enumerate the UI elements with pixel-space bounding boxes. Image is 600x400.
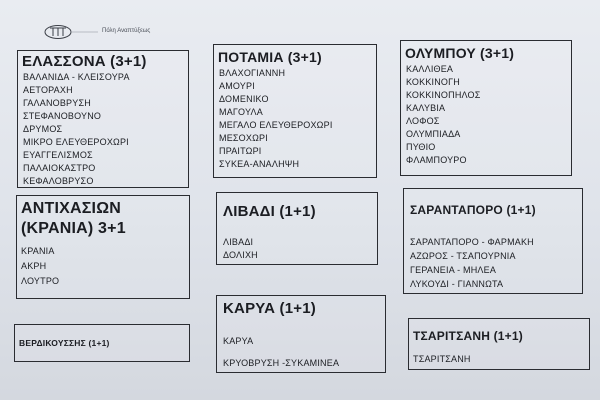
list-item: ΕΥΑΓΓΕΛΙΣΜΟΣ (23, 150, 93, 160)
list-item: ΓΑΛΑΝΟΒΡΥΣΗ (23, 98, 91, 108)
box-title: ΚΑΡΥΑ (1+1) (223, 300, 316, 317)
list-item: ΔΡΥΜΟΣ (23, 124, 63, 134)
list-item: ΔΟΜΕΝΙΚΟ (219, 94, 269, 104)
list-item: ΓΕΡΑΝΕΙΑ - ΜΗΛΕΑ (410, 265, 497, 275)
list-item: ΛΥΚΟΥΔΙ - ΓΙΑΝΝΩΤΑ (410, 279, 504, 289)
list-item: ΑΖΩΡΟΣ - ΤΣΑΠΟΥΡΝΙΑ (410, 251, 516, 261)
list-item: ΛΙΒΑΔΙ (223, 237, 254, 247)
box-items (223, 236, 258, 262)
list-item: ΛΟΦΟΣ (406, 116, 440, 126)
list-item: ΚΕΦΑΛΟΒΡΥΣΟ (23, 176, 94, 186)
box-livadi (216, 192, 378, 265)
box-items (413, 353, 471, 366)
list-item: ΣΑΡΑΝΤΑΠΟΡΟ - ΦΑΡΜΑΚΗ (410, 237, 534, 247)
list-item: ΜΙΚΡΟ ΕΛΕΥΘΕΡΟΧΩΡΙ (23, 137, 129, 147)
box-title: ΟΛΥΜΠΟΥ (3+1) (405, 45, 515, 61)
list-item: ΚΑΛΛΙΘΕΑ (406, 64, 454, 74)
list-item: ΠΡΑΙΤΩΡΙ (219, 146, 262, 156)
list-item: ΚΡΑΝΙΑ (21, 246, 55, 256)
box-title: ΣΑΡΑΝΤΑΠΟΡΟ (1+1) (410, 203, 536, 217)
list-item: ΚΟΚΚΙΝΟΓΗ (406, 77, 460, 87)
list-item: ΚΑΡΥΑ (223, 336, 254, 346)
box-potamia (213, 44, 377, 178)
box-title: ΠΟΤΑΜΙΑ (3+1) (218, 49, 322, 65)
list-item: ΣΥΚΕΑ-ΑΝΑΛΗΨΗ (219, 159, 300, 169)
box-items (23, 71, 130, 188)
list-item: ΑΚΡΗ (21, 261, 47, 271)
list-item: ΜΕΣΟΧΩΡΙ (219, 133, 268, 143)
box-items (406, 63, 481, 167)
box-tsaritsani (408, 318, 590, 370)
box-karya (216, 295, 386, 373)
list-item: ΑΜΟΥΡΙ (219, 81, 255, 91)
list-item: ΚΟΚΚΙΝΟΠΗΛΟΣ (406, 90, 481, 100)
box-olympou (400, 40, 572, 176)
box-sarantaporo (403, 188, 583, 294)
list-item: ΑΕΤΟΡΑΧΗ (23, 85, 73, 95)
box-title: ΕΛΑΣΣΟΝΑ (3+1) (22, 53, 147, 70)
list-item: ΛΟΥΤΡΟ (21, 276, 60, 286)
list-item: ΚΡΥΟΒΡΥΣΗ -ΣΥΚΑΜΙΝΕΑ (223, 358, 340, 368)
columns-logo-icon (44, 24, 98, 40)
list-item: ΒΛΑΧΟΓΙΑΝΝΗ (219, 68, 286, 78)
list-item: ΒΑΛΑΝΙΔΑ - ΚΛΕΙΣΟΥΡΑ (23, 72, 130, 82)
list-item: ΣΤΕΦΑΝΟΒΟΥΝΟ (23, 111, 102, 121)
list-item: ΠΥΘΙΟ (406, 142, 436, 152)
box-title-line2: (ΚΡΑΝΙΑ) 3+1 (21, 220, 126, 237)
box-items (219, 67, 333, 171)
box-title: ΛΙΒΑΔΙ (1+1) (223, 203, 316, 220)
box-title: ΒΕΡΔΙΚΟΥΣΣΗΣ (1+1) (19, 338, 110, 348)
logo-text: Πόλη Αναπτύξεως (102, 28, 151, 34)
list-item: ΔΟΛΙΧΗ (223, 250, 258, 260)
box-antichasion (16, 195, 190, 299)
list-item: ΜΕΓΑΛΟ ΕΛΕΥΘΕΡΟΧΩΡΙ (219, 120, 333, 130)
municipality-logo (44, 24, 164, 40)
list-item: ΤΣΑΡΙΤΣΑΝΗ (413, 354, 471, 364)
list-item: ΟΛΥΜΠΙΑΔΑ (406, 129, 461, 139)
list-item: ΜΑΓΟΥΛΑ (219, 107, 263, 117)
box-items (223, 330, 339, 374)
box-elassona (17, 50, 189, 188)
list-item: ΦΛΑΜΠΟΥΡΟ (406, 155, 467, 165)
list-item: ΚΑΛΥΒΙΑ (406, 103, 446, 113)
box-title-line1: ΑΝΤΙΧΑΣΙΩΝ (21, 200, 121, 217)
box-items (410, 235, 534, 291)
box-title: ΤΣΑΡΙΤΣΑΝΗ (1+1) (413, 329, 523, 343)
list-item: ΠΑΛΑΙΟΚΑΣΤΡΟ (23, 163, 96, 173)
box-verdikoussis (14, 324, 190, 362)
box-items (21, 244, 59, 289)
